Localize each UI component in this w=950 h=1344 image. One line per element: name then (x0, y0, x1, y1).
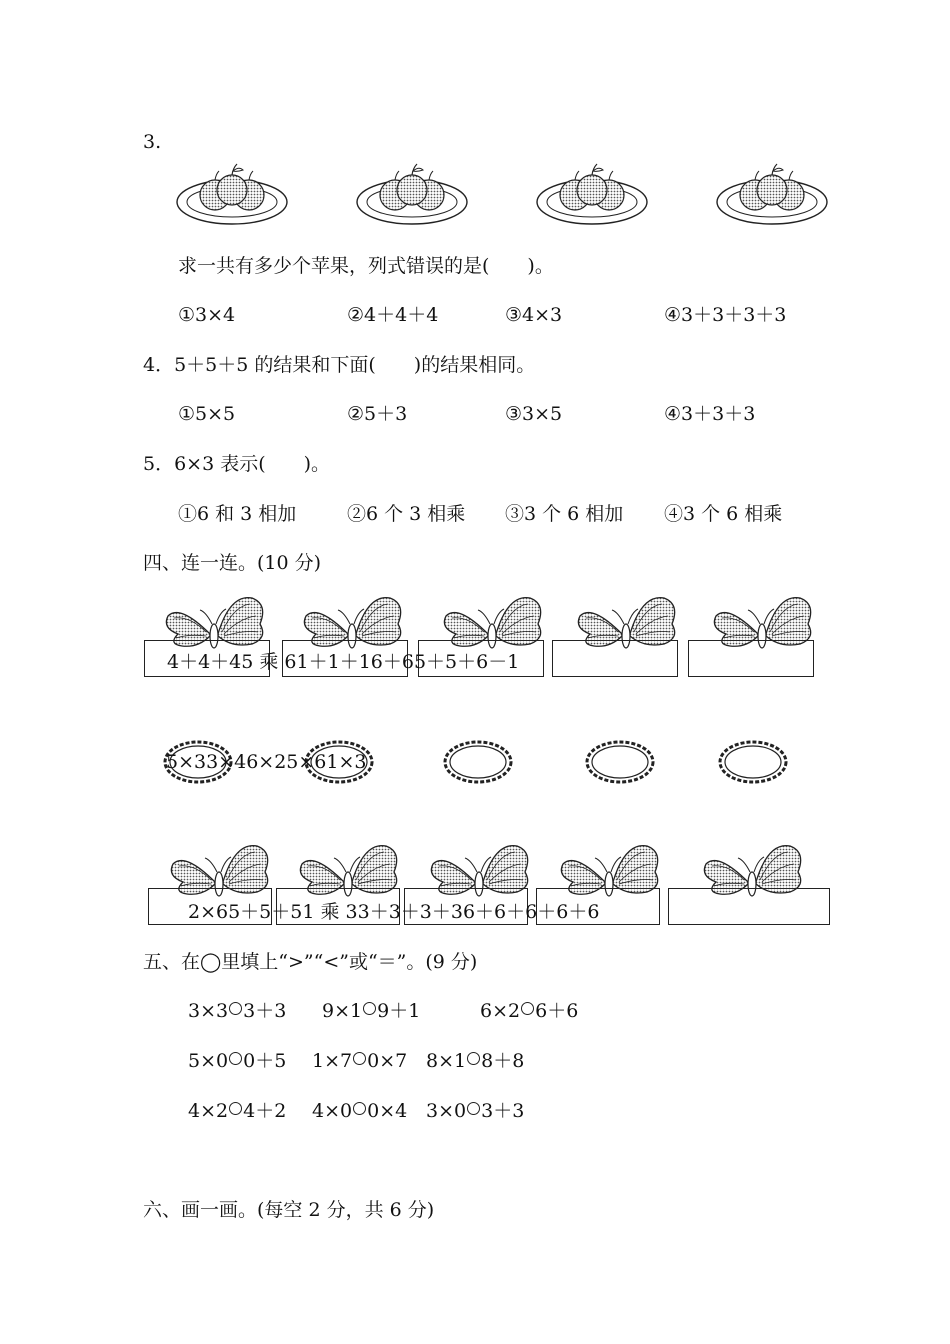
comparison-item (426, 1049, 524, 1073)
comparison-right: 8＋8 (481, 1050, 525, 1072)
compare-circle[interactable] (353, 1102, 366, 1115)
q4-option: ③3×5 (505, 403, 563, 425)
section6-heading: 六、画一画。(每空 2 分，共 6 分) (143, 1199, 435, 1221)
apple-plate-icon (355, 160, 470, 230)
comparison-item (188, 999, 286, 1023)
comparison-left: 6×2 (480, 1000, 521, 1022)
section4-heading: 四、连一连。(10 分) (143, 552, 322, 574)
answer-box[interactable] (668, 888, 830, 925)
bottom-row-expressions: 2×65＋5＋51 乘 33＋3＋3＋36＋6＋6＋6＋6 (188, 901, 600, 923)
q3-option: ②4＋4＋4 (347, 304, 439, 326)
q4-option: ④3＋3＋3 (664, 403, 756, 425)
q3-option: ①3×4 (178, 304, 236, 326)
q5-option: ③3 个 6 相加 (505, 503, 624, 525)
comparison-item (188, 1049, 286, 1073)
q4-option: ①5×5 (178, 403, 236, 425)
answer-box[interactable] (688, 640, 814, 677)
q5-option: ②6 个 3 相乘 (347, 503, 466, 525)
comparison-right: 0＋5 (243, 1050, 287, 1072)
q5-option: ④3 个 6 相乘 (664, 503, 783, 525)
q3-option: ④3＋3＋3＋3 (664, 304, 787, 326)
q4-stem: 4．5＋5＋5 的结果和下面( )的结果相同。 (143, 354, 536, 376)
q5-stem: 5．6×3 表示( )。 (143, 453, 331, 475)
q3-question: 求一共有多少个苹果，列式错误的是( )。 (178, 255, 554, 277)
scalloped-oval (718, 740, 788, 784)
compare-circle[interactable] (467, 1102, 480, 1115)
section5-heading: 五、在◯里填上“>”“<”或“＝”。(9 分) (143, 951, 478, 973)
comparison-left: 3×3 (188, 1000, 229, 1022)
q3-option: ③4×3 (505, 304, 563, 326)
comparison-left: 4×0 (312, 1100, 353, 1122)
scalloped-oval (443, 740, 513, 784)
comparison-left: 9×1 (322, 1000, 363, 1022)
compare-circle[interactable] (363, 1002, 376, 1015)
middle-row-expressions: 5×33×46×25×61×3 (166, 751, 367, 773)
q5-option: ①6 和 3 相加 (178, 503, 297, 525)
comparison-left: 1×7 (312, 1050, 353, 1072)
comparison-item (188, 1099, 286, 1123)
comparison-right: 4＋2 (243, 1100, 287, 1122)
scalloped-oval (585, 740, 655, 784)
comparison-item (480, 999, 578, 1023)
compare-circle[interactable] (521, 1002, 534, 1015)
compare-circle[interactable] (229, 1102, 242, 1115)
comparison-right: 0×7 (367, 1050, 408, 1072)
answer-box[interactable] (552, 640, 678, 677)
apple-plate-icon (175, 160, 290, 230)
comparison-right: 0×4 (367, 1100, 408, 1122)
top-row-expressions: 4＋4＋45 乘 61＋1＋16＋65＋5＋6－1 (167, 651, 520, 673)
comparison-left: 8×1 (426, 1050, 467, 1072)
q4-option: ②5＋3 (347, 403, 408, 425)
comparison-item (322, 999, 420, 1023)
comparison-item (426, 1099, 524, 1123)
apple-plate-icon (715, 160, 830, 230)
comparison-item (312, 1049, 407, 1073)
compare-circle[interactable] (229, 1002, 242, 1015)
comparison-left: 5×0 (188, 1050, 229, 1072)
comparison-item (312, 1099, 407, 1123)
comparison-right: 3＋3 (481, 1100, 525, 1122)
q3-number: 3. (143, 131, 162, 153)
comparison-right: 9＋1 (377, 1000, 421, 1022)
comparison-left: 4×2 (188, 1100, 229, 1122)
apple-plate-icon (535, 160, 650, 230)
compare-circle[interactable] (467, 1052, 480, 1065)
compare-circle[interactable] (353, 1052, 366, 1065)
comparison-right: 6＋6 (535, 1000, 579, 1022)
comparison-right: 3＋3 (243, 1000, 287, 1022)
compare-circle[interactable] (229, 1052, 242, 1065)
comparison-left: 3×0 (426, 1100, 467, 1122)
